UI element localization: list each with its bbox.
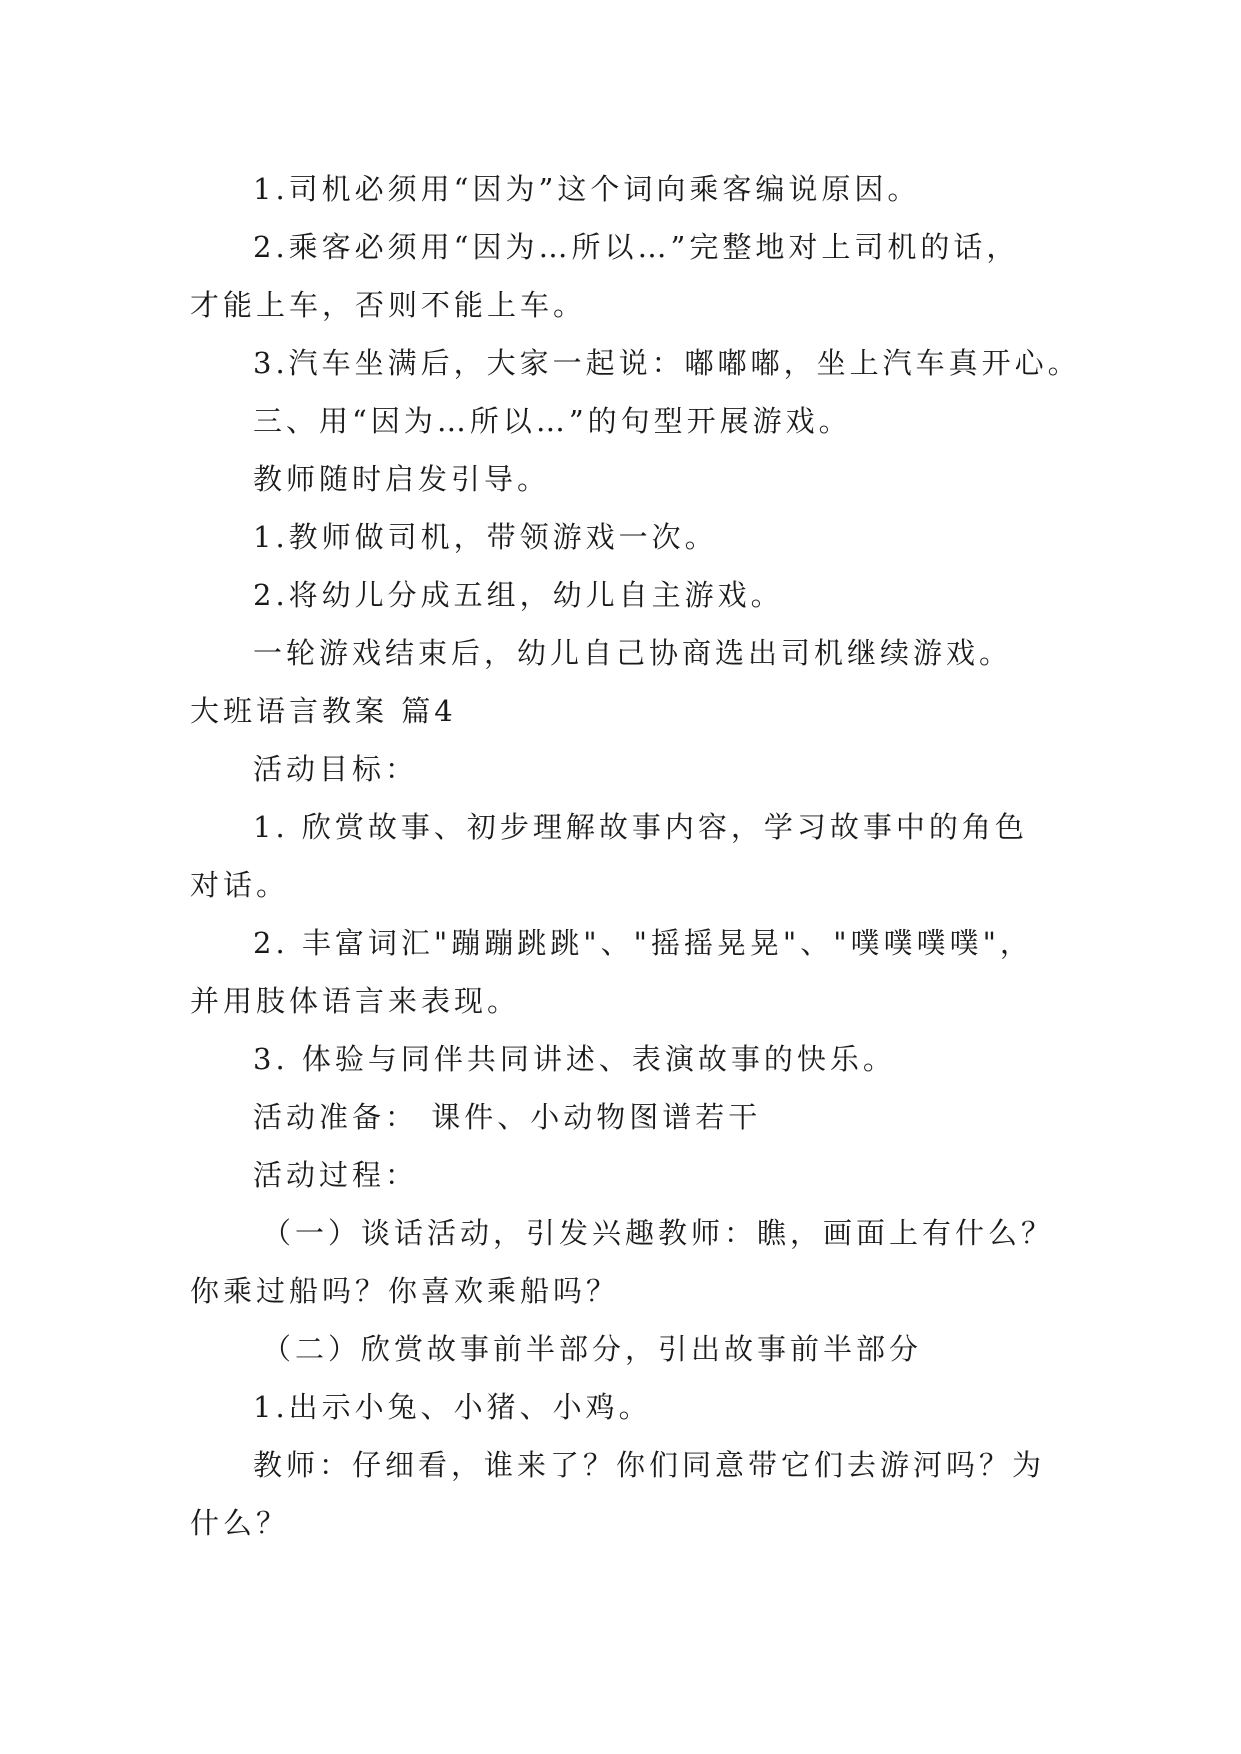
paragraph-line: 一轮游戏结束后，幼儿自己协商选出司机继续游戏。: [253, 636, 1013, 670]
paragraph: [190, 624, 1070, 682]
paragraph: [190, 160, 1070, 218]
paragraph-continuation-line: 什么？: [190, 1506, 290, 1540]
paragraph-line: 2.乘客必须用“因为…所以…”完整地对上司机的话，: [253, 230, 1020, 264]
paragraph-line: 教师：仔细看，谁来了？你们同意带它们去游河吗？为: [253, 1448, 1046, 1482]
paragraph: [190, 1320, 1070, 1378]
paragraph-line: 2. 丰富词汇"蹦蹦跳跳"、"摇摇晃晃"、"噗噗噗噗"，: [253, 926, 1033, 960]
paragraph-line: 1. 欣赏故事、初步理解故事内容，学习故事中的角色: [253, 810, 1028, 844]
paragraph: [190, 508, 1070, 566]
paragraph: [190, 450, 1070, 508]
paragraph-line: 1.教师做司机，带领游戏一次。: [253, 520, 718, 554]
section-heading: [190, 682, 1070, 740]
paragraph-line: 活动过程：: [253, 1158, 419, 1192]
paragraph: [190, 1030, 1070, 1088]
paragraph: [190, 1146, 1070, 1204]
paragraph-line: （二）欣赏故事前半部分，引出故事前半部分: [262, 1332, 923, 1366]
paragraph-continuation-line: 才能上车，否则不能上车。: [190, 288, 587, 322]
paragraph-line: 活动准备： 课件、小动物图谱若干: [253, 1100, 762, 1134]
paragraph-line: 教师随时启发引导。: [253, 462, 551, 496]
paragraph: [190, 334, 1081, 392]
paragraph-line: 1.出示小兔、小猪、小鸡。: [253, 1390, 652, 1424]
paragraph-line: 3. 体验与同伴共同讲述、表演故事的快乐。: [253, 1042, 896, 1076]
paragraph: [190, 740, 1070, 798]
paragraph: [190, 1088, 1070, 1146]
paragraph-continuation-line: 并用肢体语言来表现。: [190, 984, 521, 1018]
paragraph: [190, 392, 1070, 450]
paragraph: [190, 1204, 1070, 1320]
paragraph-line: 活动目标：: [253, 752, 419, 786]
paragraph: [190, 1436, 1070, 1552]
paragraph: [190, 566, 1070, 624]
paragraph-line: 大班语言教案 篇4: [190, 694, 457, 728]
paragraph-line: 2.将幼儿分成五组，幼儿自主游戏。: [253, 578, 784, 612]
paragraph-continuation-line: 你乘过船吗？你喜欢乘船吗？: [190, 1274, 620, 1308]
paragraph-continuation-line: 对话。: [190, 868, 290, 902]
paragraph-line: 3.汽车坐满后，大家一起说：嘟嘟嘟，坐上汽车真开心。: [253, 346, 1081, 380]
paragraph-line: 三、用“因为…所以…”的句型开展游戏。: [253, 404, 852, 438]
document-body: [190, 160, 1081, 1552]
paragraph-line: （一）谈话活动，引发兴趣教师：瞧，画面上有什么？: [262, 1216, 1055, 1250]
paragraph: [190, 1378, 1070, 1436]
paragraph: [190, 218, 1070, 334]
paragraph: [190, 798, 1070, 914]
paragraph: [190, 914, 1070, 1030]
paragraph-line: 1.司机必须用“因为”这个词向乘客编说原因。: [253, 172, 921, 206]
